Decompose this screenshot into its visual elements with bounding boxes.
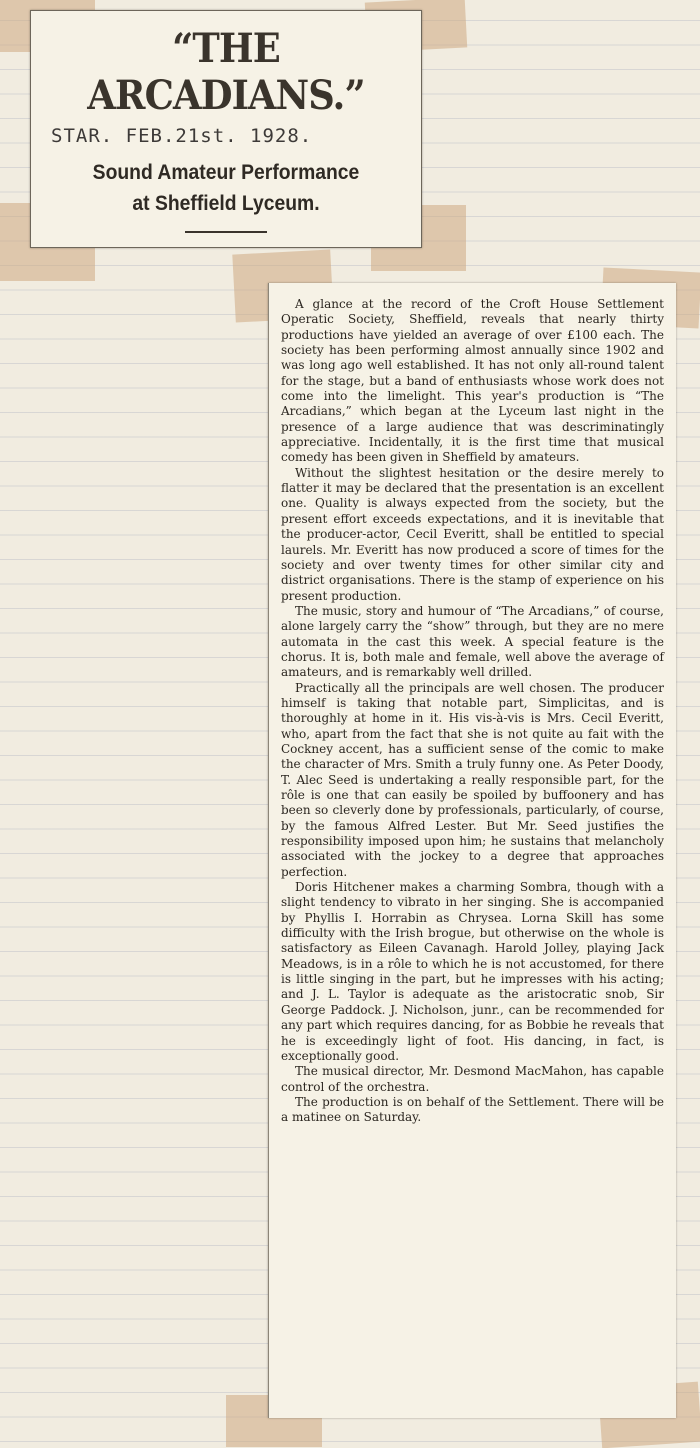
headline-title: “THE ARCADIANS.” — [87, 25, 365, 119]
article-paragraph: Without the slightest hesitation or the desire merely to flatter it may be declared that the presentation is an excellent one. Quality is always expected from the society, but the present effort exceeds expectations, and it is inevitable that the producer-actor, Cecil Everitt, shall be entitled to special laurels. Mr. Everitt has now produced a score of times for the society and over twenty times for other similar city and district organisations. There is the stamp of experience on his present production. — [281, 465, 664, 603]
article-paragraph: A glance at the record of the Croft House Settlement Operatic Society, Sheffield, reveals that nearly thirty productions have yielded an average of over £100 each. The society has been performing almost annually since 1902 and was long ago well established. It has not only all-round talent for the stage, but a band of enthusiasts whose work does not come into the limelight. This year's production is “The Arcadians,” which began at the Lyceum last night in the presence of a large audience that was descriminatingly appreciative. Incidentally, it is the first time that musical comedy has been given in Sheffield by amateurs. — [281, 297, 664, 465]
date-stamp: STAR. FEB.21st. 1928. — [51, 125, 313, 147]
article-paragraph: Practically all the principals are well chosen. The producer himself is taking that notable part, Simplicitas, and is thoroughly at home in it. His vis-à-vis is Mrs. Cecil Everitt, who, apart from the fact that she is not quite au fait with the Cockney accent, has a sufficient sense of the comic to make the character of Mrs. Smith a truly funny one. As Peter Doody, T. Alec Seed is undertaking a really responsible part, for the rôle is one that can easily be spoiled by buffoonery and has been so cleverly done by professionals, particularly, of course, by the famous Alfred Lester. But Mr. Seed justifies the responsibility imposed upon him; he sustains that melancholy associated with the jockey to a degree that approaches perfection. — [281, 680, 664, 879]
subheadline-line: at Sheffield Lyceum. — [132, 192, 320, 215]
subheadline-line: Sound Amateur Performance — [92, 161, 360, 184]
article-paragraph: Doris Hitchener makes a charming Sombra, though with a slight tendency to vibrato in her singing. She is accompanied by Phyllis I. Horrabin as Chrysea. Lorna Skill has some difficulty with the Irish brogue, but otherwise on the whole is satisfactory as Eileen Cavanagh. Harold Jolley, playing Jack Meadows, is in a rôle to which he is not accustomed, for there is little singing in the part, but he impresses with his acting; and J. L. Taylor is adequate as the aristocratic snob, Sir George Paddock. J. Nicholson, junr., can be recommended for any part which requires dancing, for as Bobbie he reveals that he is exceedingly light of foot. His dancing, in fact, is exceptionally good. — [281, 880, 664, 1063]
article-paragraph: The production is on behalf of the Settlement. There will be a matinee on Saturday. — [281, 1094, 664, 1125]
article-paragraph: The musical director, Mr. Desmond MacMahon, has capable control of the orchestra. — [281, 1064, 664, 1094]
article-clipping — [268, 283, 676, 1418]
article-paragraph: The music, story and humour of “The Arcadians,” of course, alone largely carry the “show” through, but they are no mere automata in the cast this week. A special feature is the chorus. It is, both male and female, well above the average of amateurs, and is remarkably well drilled. — [281, 603, 664, 680]
subheadline — [47, 157, 406, 219]
headline-clipping — [30, 10, 422, 248]
headline-rule — [185, 231, 267, 233]
